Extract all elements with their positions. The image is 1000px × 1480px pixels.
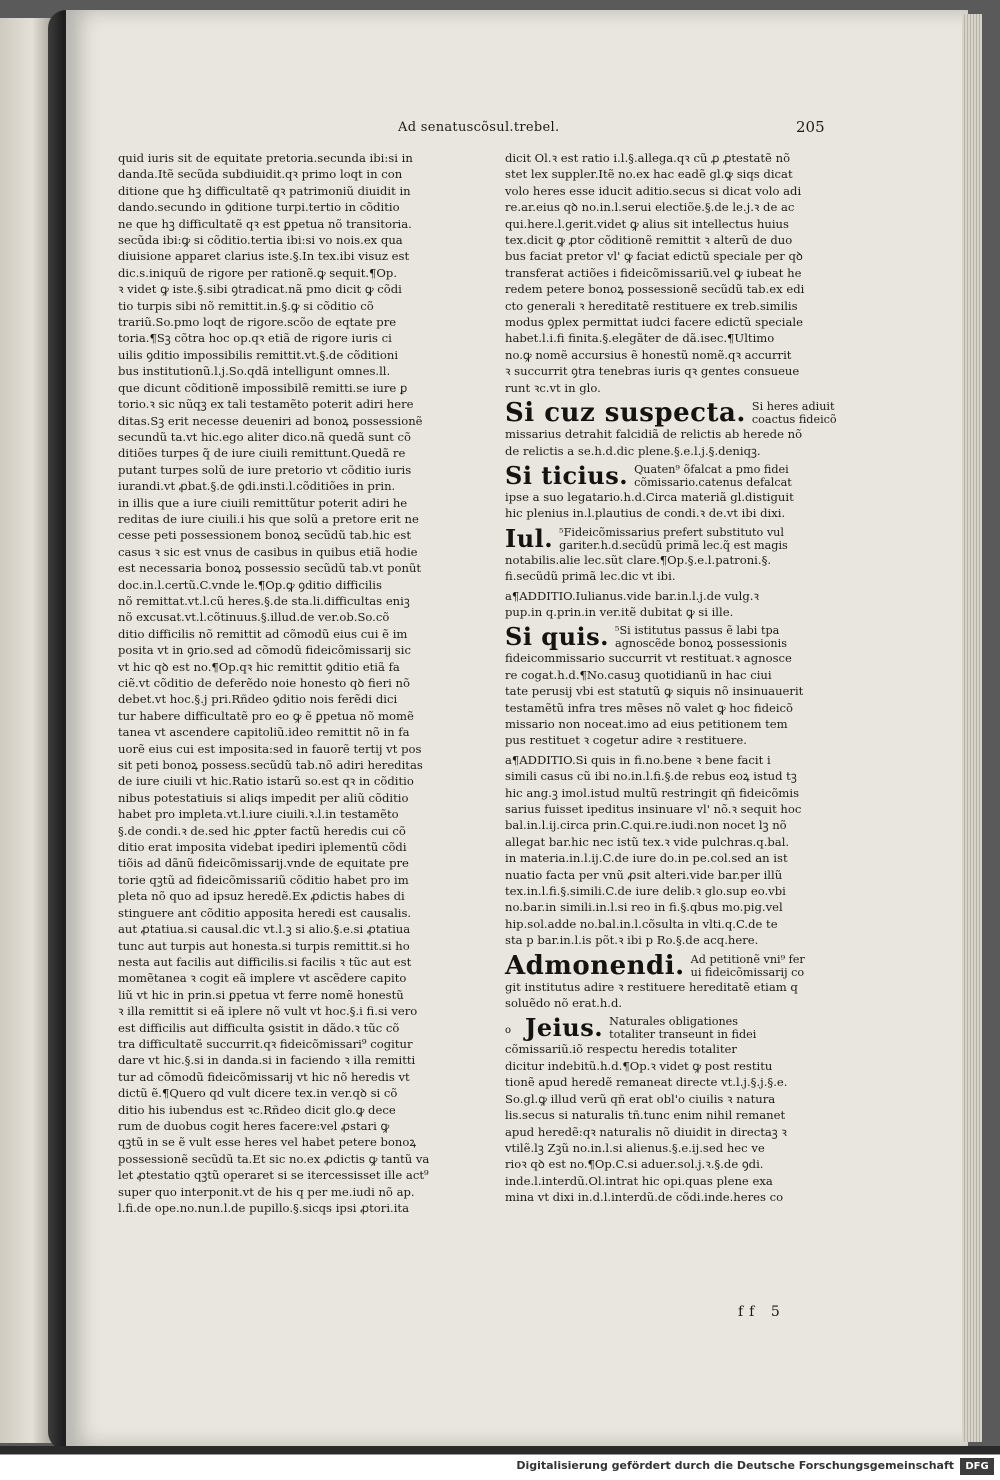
- text-line: pup.in q.prin.in ver.itẽ dubitat ꝙ si ille.: [505, 604, 734, 619]
- text-line: tunc aut turpis aut honesta.si turpis remittit.si ho: [118, 938, 410, 953]
- text-line: missario non noceat.imo ad eius petitionem tem: [505, 716, 788, 731]
- text-line: inde.l.interdũ.Ol.intrat hic opi.quas plene exa: [505, 1173, 773, 1188]
- rubric-heading: Iul.: [505, 523, 554, 553]
- text-line: momẽtanea ꝛ cogit eã implere vt ascẽdere capito: [118, 971, 407, 986]
- text-line: totaliter transeunt in fidei: [609, 1028, 757, 1042]
- text-line: ⁵Si istitutus passus ẽ labi tpa: [615, 624, 780, 638]
- text-line: no.ꝙ nomẽ accursius ẽ honestũ nomẽ.qꝛ accurrit: [505, 347, 792, 362]
- rubric-heading-row: [505, 398, 837, 429]
- rubric-side-text: [751, 400, 837, 427]
- rubric-heading: Si cuz suspecta.: [505, 398, 746, 429]
- text-line: quid iuris sit de equitate pretoria.secunda ibi:si in: [118, 151, 413, 165]
- text-line: trariũ.So.pmo loqt de rigore.scõo de eqtate pre: [118, 315, 397, 330]
- text-line: sta p bar.in.l.is põt.ꝛ ibi p Ro.§.de acq.here.: [505, 933, 759, 948]
- text-line: est necessaria bonoꝝ possessio secũdũ tab.vt ponũt: [118, 561, 422, 576]
- text-line: dicit Ol.ꝛ est ratio i.l.§.allega.qꝛ cũ ꝓ ꝓtestatẽ nõ: [505, 151, 791, 165]
- text-line: gariter.h.d.secũdũ primã lec.q̃ est magis: [559, 538, 788, 552]
- text-line: Ad petitionẽ vni⁹ fer: [690, 952, 805, 966]
- text-line: modus ꝯplex permittat iudci facere edictũ speciale: [505, 315, 803, 330]
- text-line: no.bar.in simili.in.l.si reo in fi.§.qbus mo.pig.vel: [505, 900, 783, 915]
- text-line: rioꝛ qꝺ est no.¶Op.C.si aduer.sol.j.ꝛ.§.de ꝯdi.: [505, 1157, 764, 1172]
- text-line: ꝛ succurrit ꝯtra tenebras iuris qꝛ gentes consueue: [505, 364, 800, 379]
- text-line: debet.vt hoc.§.j pri.Rñdeo ꝯditio nois ferẽdi dici: [118, 692, 398, 707]
- text-line: vt hic qꝺ est no.¶Op.qꝛ hic remittit ꝯditio etiã fa: [118, 659, 400, 674]
- text-line: allegat bar.hic nec istũ tex.ꝛ vide pulchras.q.bal.: [505, 834, 790, 849]
- text-line: ditiões turpes q̃ de iure ciuili remittunt.Quedã re: [118, 446, 406, 461]
- text-line: ditio difficilis nõ remittit ad cõmodũ eius cui ẽ im: [118, 626, 408, 641]
- text-line: ꝛ illa remittit si eã iplere nõ vult vt hoc.§.i fi.si vero: [118, 1004, 418, 1019]
- text-line: dicitur indebitũ.h.d.¶Op.ꝛ videt ꝙ post restitu: [505, 1058, 773, 1073]
- text-line: est difficilis aut difficulta ꝯsistit in dãdo.ꝛ tũc cõ: [118, 1020, 400, 1035]
- text-line: cesse peti possessionem bonoꝝ secũdũ tab.hic est: [118, 528, 411, 543]
- text-line: git institutus adire ꝛ restituere hereditatẽ etiam q: [505, 979, 798, 994]
- text-line: tex.in.l.fi.§.simili.C.de iure delib.ꝛ glo.sup eo.vbi: [505, 884, 786, 899]
- text-line: secundũ ta.vt hic.ego aliter dico.nã quedã sunt cõ: [118, 429, 411, 444]
- text-line: ditio his iubendus est ꝛc.Rñdeo dicit glo.ꝙ dece: [118, 1102, 396, 1117]
- text-line: torio.ꝛ sic nũqꝫ ex tali testamẽto poterit adiri here: [118, 397, 414, 412]
- rubric-side-text: [615, 624, 818, 650]
- rubric-side-text: [609, 1015, 818, 1041]
- text-line: vtilẽ.lꝫ Zꝫũ no.in.l.si alienus.§.e.ij.sed hec ve: [505, 1140, 765, 1155]
- text-line: de iure ciuili vt hic.Ratio istarũ so.est qꝛ in cõditio: [118, 774, 414, 789]
- addition-heading-line: a¶ADDITIO.Iulianus.vide bar.in.l.j.de vulg.ꝛ: [505, 588, 759, 603]
- dfg-logo: DFG: [960, 1458, 994, 1475]
- text-line: nibus potestatiuis si aliqs impedit per aliũ cõditio: [118, 790, 409, 805]
- running-title: Ad senatuscõsul.trebel.: [398, 120, 560, 135]
- text-line: aut ꝓtatiua.si causal.dic vt.l.ꝫ si alio.§.e.si ꝓtatiua: [118, 922, 411, 937]
- left-text-column: [118, 150, 430, 1216]
- text-line: tiõis ad dãnũ fideicõmissarij.vnde de equitate pre: [118, 856, 409, 871]
- text-line: hic ang.ꝫ imol.istud multũ restringit qñ fideicõmis: [505, 785, 800, 800]
- text-line: mina vt dixi in.d.l.interdũ.de cõdi.inde.heres co: [505, 1190, 784, 1205]
- text-line: stet lex suppler.Itẽ no.ex hac eadẽ gl.ꝙ siqs dicat: [505, 167, 793, 182]
- rubric-heading: Admonendi.: [505, 950, 685, 981]
- text-line: redem petere bonoꝝ possessionẽ secũdũ tab.ex edi: [505, 282, 805, 297]
- text-line: secũda ibi:ꝙ si cõditio.tertia ibi:si vo nois.ex qua: [118, 233, 403, 248]
- text-line: re cogat.h.d.¶No.casuꝫ quotidianũ in hac ciui: [505, 667, 772, 682]
- text-line: de relictis a se.h.d.dic plene.§.e.l.j.§.deniqꝫ.: [505, 443, 761, 458]
- text-line: sit peti bonoꝝ possess.secũdũ tab.nõ adiri hereditas: [118, 758, 423, 773]
- rubric-heading: Si ticius.: [505, 460, 629, 490]
- text-line: ipse a suo legatario.h.d.Circa materiã gl.distiguit: [505, 489, 794, 504]
- text-line: uilis ꝯditio impossibilis remittit.vt.§.de cõditioni: [118, 347, 399, 362]
- text-line: putant turpes solũ de iure pretorio vt cõditio iuris: [118, 462, 412, 477]
- text-line: ditio erat imposita videbat ipediri iplementũ cõdi: [118, 840, 407, 855]
- text-line: qui.here.l.gerit.videt ꝙ alius sit intellectus huius: [505, 216, 789, 231]
- text-line: notabilis.alie lec.sũt clare.¶Op.§.e.l.patroni.§.: [505, 552, 772, 567]
- signature-mark: ff 5: [738, 1304, 786, 1320]
- text-line: possessionẽ secũdũ ta.Et sic no.ex ꝓdictis ꝙ tantũ va: [118, 1151, 430, 1166]
- text-line: let ꝓtestatio qꝫtũ operaret si se itercessisset ille act⁹: [118, 1168, 429, 1183]
- right-text-column: [505, 150, 837, 1206]
- text-line: bal.in.l.ij.circa prin.C.qui.re.iudi.non nocet lꝫ nõ: [505, 818, 787, 833]
- rubric-side-text: [559, 526, 818, 552]
- text-line: dando.secundo in ꝯditione turpi.tertio in cõditio: [118, 200, 400, 215]
- text-line: uorẽ eius cui est imposita:sed in fauorẽ tertij vt pos: [118, 741, 422, 756]
- text-line: sarius fuisset ipeditus insinuare vl' nõ.ꝛ sequit hoc: [505, 802, 802, 816]
- rubric-heading: Si quis.: [505, 622, 610, 652]
- text-line: soluẽdo nõ erat.h.d.: [505, 996, 623, 1011]
- text-line: testamẽtũ infra tres mẽses nõ valet ꝙ hoc fideicõ: [505, 700, 794, 715]
- text-line: tur habere difficultatẽ pro eo ꝙ ẽ ꝑpetua nõ momẽ: [118, 708, 414, 723]
- text-line: doc.in.l.certũ.C.vnde le.¶Op.ꝙ ꝯditio difficilis: [118, 577, 382, 592]
- footer-credit: Digitalisierung gefördert durch die Deutsche Forschungsgemeinschaft: [516, 1459, 954, 1472]
- text-line: habet pro impleta.vt.l.iure ciuili.ꝛ.l.in testamẽto: [118, 807, 399, 822]
- text-line: So.gl.ꝙ illud verũ qñ erat obl'o ciuilis ꝛ natura: [505, 1091, 776, 1106]
- folio-number: 205: [796, 118, 825, 136]
- text-line: pus restituet ꝛ cogetur adire ꝛ restituere.: [505, 733, 747, 748]
- text-line: runt ꝛc.vt in glo.: [505, 380, 601, 395]
- text-line: Quaten⁹ õfalcat a pmo fidei: [634, 462, 789, 476]
- text-line: hip.sol.adde no.bal.in.l.cõsulta in vlti.q.C.de te: [505, 916, 778, 931]
- text-line: nuatio facta per vnũ ꝓsit alteri.vide bar.per illũ: [505, 867, 783, 882]
- scan-border: [0, 1446, 1000, 1454]
- text-line: tate perusij vbi est statutũ ꝙ siquis nõ insinuauerit: [505, 684, 804, 699]
- text-line: torie qꝫtũ ad fideicõmissariũ cõditio habet pro im: [118, 872, 409, 887]
- text-line: §.de condi.ꝛ de.sed hic ꝓpter factũ heredis cui cõ: [118, 823, 406, 838]
- text-line: tra difficultatẽ succurrit.qꝛ fideicõmissari⁹ cogitur: [118, 1036, 413, 1051]
- text-line: tionẽ apud heredẽ remaneat directe vt.l.j.§.j.§.e.: [505, 1075, 788, 1090]
- rubric-heading-row: [505, 624, 818, 650]
- text-line: ditas.Sꝫ erit necesse deueniri ad bonoꝝ possessionẽ: [118, 413, 423, 428]
- text-line: cõmissariũ.iõ respectu heredis totaliter: [505, 1042, 737, 1057]
- text-line: transferat actiões i fideicõmissariũ.vel ꝙ iubeat he: [505, 265, 802, 280]
- text-line: ui fideicõmissarij co: [690, 965, 805, 979]
- text-line: stinguere ant cõditio apposita heredi est causalis.: [118, 905, 412, 920]
- text-line: coactus fideicõ: [751, 413, 837, 427]
- text-line: iurandi.vt ꝓbat.§.de ꝯdi.insti.l.cõditiões in prin.: [118, 479, 396, 494]
- text-line: re.ar.eius qꝺ no.in.l.serui electiõe.§.de le.j.ꝛ de ac: [505, 200, 795, 215]
- text-line: l.fi.de ope.no.nun.l.de pupillo.§.sicqs ipsi ꝓtori.ita: [118, 1201, 409, 1215]
- text-line: dictũ ẽ.¶Quero qd vult dicere tex.in ver.qꝺ si cõ: [118, 1086, 398, 1101]
- footer-bar: [0, 1454, 1000, 1480]
- text-line: bus institutionũ.l.j.So.qdã intelligunt omnes.ll.: [118, 364, 391, 379]
- text-line: diuisione apparet clarius iste.§.In tex.ibi visuz est: [118, 249, 410, 264]
- rubric-heading: Jeius.: [525, 1013, 604, 1043]
- text-line: fi.secũdũ primã lec.dic vt ibi.: [505, 569, 676, 584]
- text-line: cõmissario.catenus defalcat: [634, 475, 792, 489]
- text-line: toria.¶Sꝫ cõtra hoc op.qꝛ etiã de rigore iuris ci: [118, 331, 392, 346]
- text-line: apud heredẽ:qꝛ naturalis nõ diuidit in directaꝫ ꝛ: [505, 1124, 787, 1139]
- text-line: nõ remittat.vt.l.cũ heres.§.de sta.li.difficultas eniꝫ: [118, 593, 410, 608]
- text-line: Naturales obligationes: [609, 1015, 739, 1029]
- text-line: volo heres esse iducit aditio.secus si dicat volo adi: [505, 183, 802, 198]
- text-line: dare vt hic.§.si in danda.si in faciendo ꝛ illa remitti: [118, 1053, 416, 1068]
- text-line: ⁵Fideicõmissarius prefert substituto vul: [559, 525, 784, 539]
- text-line: reditas de iure ciuili.i his que solũ a pretore erit ne: [118, 511, 419, 526]
- text-line: hic plenius in.l.plautius de condi.ꝛ de.vt ibi dixi.: [505, 506, 786, 521]
- text-line: ditione que hꝫ difficultatẽ qꝛ patrimoniũ diuidit in: [118, 183, 411, 198]
- text-line: in illis que a iure ciuili remittũtur poterit adiri he: [118, 495, 408, 510]
- text-line: ꝛ videt ꝙ iste.§.sibi ꝯtradicat.nã pmo dicit ꝙ cõdi: [118, 282, 402, 297]
- text-line: pleta nõ quo ad ipsuz heredẽ.Ex ꝓdictis habes di: [118, 889, 405, 904]
- text-line: nesta aut facilis aut difficilis.si facilis ꝛ tũc aut est: [118, 954, 412, 969]
- text-line: danda.Itẽ secũda subdiuidit.qꝛ primo loqt in con: [118, 167, 403, 182]
- text-line: simili casus cũ ibi no.in.l.fi.§.de rebus eoꝝ istud tꝫ: [505, 769, 797, 784]
- text-line: ciẽ.vt cõditio de deferẽdo noie honesto qꝺ fieri nõ: [118, 676, 410, 690]
- text-line: tio turpis sibi nõ remittit.in.§.ꝙ si cõditio cõ: [118, 298, 374, 313]
- text-line: qꝫtũ in se ẽ vult esse heres vel habet petere bonoꝝ: [118, 1135, 417, 1150]
- text-line: habet.l.i.fi finita.§.elegãter de dã.isec.¶Ultimo: [505, 331, 775, 346]
- text-line: tex.dicit ꝙ ꝓtor cõditionẽ remittit ꝛ alterũ de duo: [505, 233, 793, 248]
- text-line: cto generali ꝛ hereditatẽ restituere ex treb.similis: [505, 298, 798, 313]
- rubric-heading-row: [505, 460, 818, 490]
- text-line: fideicommissario succurrit vt restituat.ꝛ agnosce: [505, 651, 792, 666]
- text-line: que dicunt cõditionẽ impossibilẽ remitti.se iure ꝑ: [118, 380, 408, 395]
- text-line: nõ excusat.vt.l.cõtinuus.§.illud.de ver.ob.So.cõ: [118, 610, 390, 625]
- rubric-heading-row: [505, 1015, 818, 1041]
- page-edges: [962, 14, 982, 1442]
- text-line: tanea vt ascendere capitoliũ.ideo remittit nõ in fa: [118, 725, 410, 740]
- section-marker: o: [505, 1025, 512, 1037]
- rubric-side-text: [691, 953, 818, 979]
- rubric-heading-row: [505, 523, 818, 553]
- text-line: super quo interponit.vt de his q per me.iudi nõ ap.: [118, 1184, 415, 1199]
- text-line: missarius detrahit falcidiã de relictis ab herede nõ: [505, 427, 803, 442]
- text-line: bus faciat pretor vl' ꝙ faciat edictũ speciale per qꝺ: [505, 249, 803, 264]
- text-line: liũ vt hic in prin.si ꝑpetua vt ferre nomẽ honestũ: [118, 987, 404, 1002]
- rubric-side-text: [634, 463, 818, 489]
- text-line: dic.s.iniquũ de rigore per rationẽ.ꝙ sequit.¶Op.: [118, 265, 398, 280]
- text-line: posita vt in ꝯrio.sed ad cõmodũ fideicõmissarij sic: [118, 643, 411, 658]
- text-line: rum de duobus cogit heres facere:vel ꝓstari ꝙ: [118, 1118, 390, 1133]
- text-line: Si heres adiuit: [751, 400, 835, 414]
- text-line: tur ad cõmodũ fideicõmissarij vt hic nõ heredis vt: [118, 1069, 410, 1084]
- text-line: in materia.in.l.ij.C.de iure do.in pe.col.sed an ist: [505, 851, 788, 866]
- text-line: ne que hꝫ difficultatẽ qꝛ est ꝑpetua nõ transitoria.: [118, 216, 412, 231]
- text-line: casus ꝛ sic est vnus de casibus in quibus etiã hodie: [118, 544, 418, 559]
- text-line: lis.secus si naturalis tñ.tunc enim nihil remanet: [505, 1108, 786, 1123]
- addition-heading-line: a¶ADDITIO.Si quis in fi.no.bene ꝛ bene facit i: [505, 752, 771, 767]
- text-line: agnoscẽde bonoꝝ possessionis: [615, 637, 787, 651]
- rubric-heading-row: [505, 950, 818, 981]
